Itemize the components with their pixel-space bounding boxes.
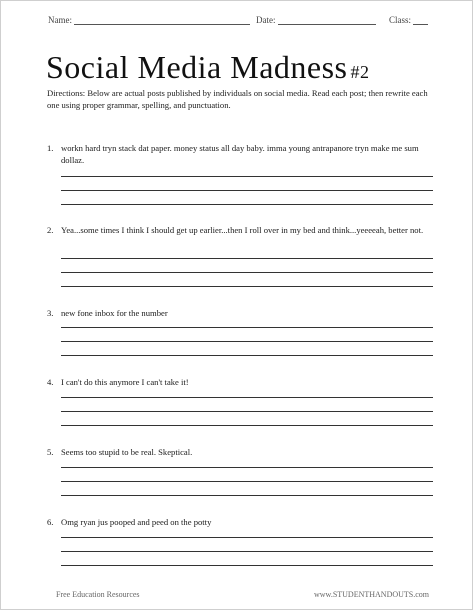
answer-line[interactable] — [61, 537, 433, 538]
date-field — [256, 15, 376, 25]
answer-line[interactable] — [61, 272, 433, 273]
name-line — [74, 15, 250, 25]
answer-line[interactable] — [61, 327, 433, 328]
answer-line[interactable] — [61, 258, 433, 259]
answer-line[interactable] — [61, 204, 433, 205]
date-line — [278, 15, 376, 25]
answer-line[interactable] — [61, 551, 433, 552]
name-label: Name: — [48, 15, 72, 25]
answer-line[interactable] — [61, 495, 433, 496]
title-main: Social Media Madness — [46, 49, 348, 85]
question-text: new fone inbox for the number — [61, 308, 168, 318]
question-text: workn hard tryn stack dat paper. money status all day baby. imma young antrapanore tryn make me sum dollaz. — [61, 143, 419, 165]
answer-line[interactable] — [61, 565, 433, 566]
question-text: I can't do this anymore I can't take it! — [61, 377, 189, 387]
answer-line[interactable] — [61, 425, 433, 426]
answer-line[interactable] — [61, 481, 433, 482]
date-label: Date: — [256, 15, 276, 25]
class-line — [413, 15, 428, 25]
page-title — [46, 49, 370, 86]
question-number: 3. — [47, 308, 54, 318]
answer-line[interactable] — [61, 286, 433, 287]
answer-line[interactable] — [61, 397, 433, 398]
directions-text: Directions: Below are actual posts published by individuals on social media. Read each post; then rewrite each one using proper grammar, spelling, and punctuation. — [47, 88, 428, 110]
title-number: #2 — [350, 62, 370, 82]
answer-line[interactable] — [61, 411, 433, 412]
footer-left: Free Education Resources — [56, 590, 140, 599]
footer-right: www.STUDENTHANDOUTS.com — [314, 590, 430, 599]
question-text: Omg ryan jus pooped and peed on the potty — [61, 517, 212, 527]
class-label: Class: — [389, 15, 412, 25]
question-number: 1. — [47, 143, 54, 153]
question-number: 4. — [47, 377, 54, 387]
question-text: Seems too stupid to be real. Skeptical. — [61, 447, 193, 457]
answer-line[interactable] — [61, 467, 433, 468]
answer-line[interactable] — [61, 341, 433, 342]
student-info-row — [48, 15, 442, 29]
answer-line[interactable] — [61, 176, 433, 177]
answer-line[interactable] — [61, 355, 433, 356]
class-field — [389, 15, 428, 25]
question-number: 5. — [47, 447, 54, 457]
question-number: 2. — [47, 225, 54, 235]
question-text: Yea...some times I think I should get up earlier...then I roll over in my bed and think...yeeeeah, better not. — [61, 225, 424, 235]
answer-line[interactable] — [61, 190, 433, 191]
name-field — [48, 15, 250, 25]
question-number: 6. — [47, 517, 54, 527]
